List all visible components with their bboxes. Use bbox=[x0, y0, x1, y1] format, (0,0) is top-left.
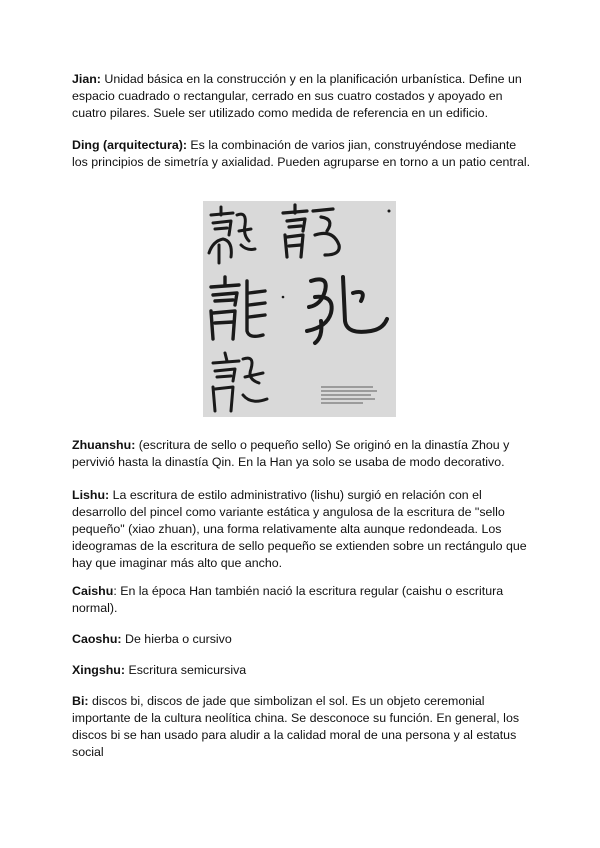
entry-zhuanshu bbox=[72, 437, 532, 471]
entry-ding bbox=[72, 137, 532, 171]
clerical-character-3 bbox=[211, 277, 265, 339]
entry-lishu bbox=[72, 487, 532, 572]
entry-bi bbox=[72, 693, 532, 761]
definition-xingshu: Escritura semicursiva bbox=[125, 663, 247, 677]
definition-caoshu: De hierba o cursivo bbox=[121, 632, 232, 646]
term-ding: Ding (arquitectura): bbox=[72, 138, 187, 152]
entry-xingshu bbox=[72, 662, 532, 679]
definition-ding: Es la combinación de varios jian, construyéndose mediante los principios de simetría y axialidad. Pueden agruparse en torno a un patio central. bbox=[72, 138, 531, 169]
caption-scribble bbox=[321, 387, 377, 403]
term-zhuanshu: Zhuanshu: bbox=[72, 438, 136, 452]
term-xingshu: Xingshu: bbox=[72, 663, 125, 677]
term-bi: Bi: bbox=[72, 694, 89, 708]
term-jian: Jian: bbox=[72, 72, 101, 86]
definition-jian: Unidad básica en la construcción y en la planificación urbanística. Define un espacio cuadrado o rectangular, cerrado en sus cuatro costados y apoyado en cuatro pilares. Suele ser utilizado como medida de referencia en un edificio. bbox=[72, 72, 522, 120]
cursive-character-4 bbox=[307, 277, 387, 343]
term-caishu: Caishu bbox=[72, 584, 114, 598]
semicursive-character-5 bbox=[213, 353, 267, 411]
entry-caoshu bbox=[72, 631, 532, 648]
definition-bi: discos bi, discos de jade que simbolizan el sol. Es un objeto ceremonial importante de la cultura neolítica china. Se desconoce su función. En general, los discos bi se han usado para aludir a la calidad moral de una persona y al estatus social bbox=[72, 694, 520, 759]
term-lishu: Lishu: bbox=[72, 488, 110, 502]
definition-zhuanshu: (escritura de sello o pequeño sello) Se originó en la dinastía Zhou y pervivió hasta la dinastía Qin. En la Han ya solo se usaba de modo decorativo. bbox=[72, 438, 510, 469]
ink-dot bbox=[388, 210, 391, 213]
entry-jian bbox=[72, 71, 532, 122]
calligraphy-dragon-characters-figure bbox=[203, 201, 396, 417]
seal-character-1 bbox=[209, 207, 255, 263]
entry-caishu bbox=[72, 583, 532, 617]
calligraphy-drawing bbox=[203, 201, 396, 417]
seal-character-2 bbox=[283, 205, 339, 257]
definition-caishu: : En la época Han también nació la escritura regular (caishu o escritura normal). bbox=[72, 584, 504, 615]
term-caoshu: Caoshu: bbox=[72, 632, 122, 646]
definition-lishu: La escritura de estilo administrativo (lishu) surgió en relación con el desarrollo del pincel como variante estática y angulosa de la escritura de "sello pequeño" (xiao zhuan), una forma relativamente alta aunque redondeada. Los ideogramas de la escritura de sello pequeño se extienden sobre un rectángulo que hay que imaginar más alto que ancho. bbox=[72, 488, 527, 570]
ink-dot bbox=[282, 296, 285, 299]
